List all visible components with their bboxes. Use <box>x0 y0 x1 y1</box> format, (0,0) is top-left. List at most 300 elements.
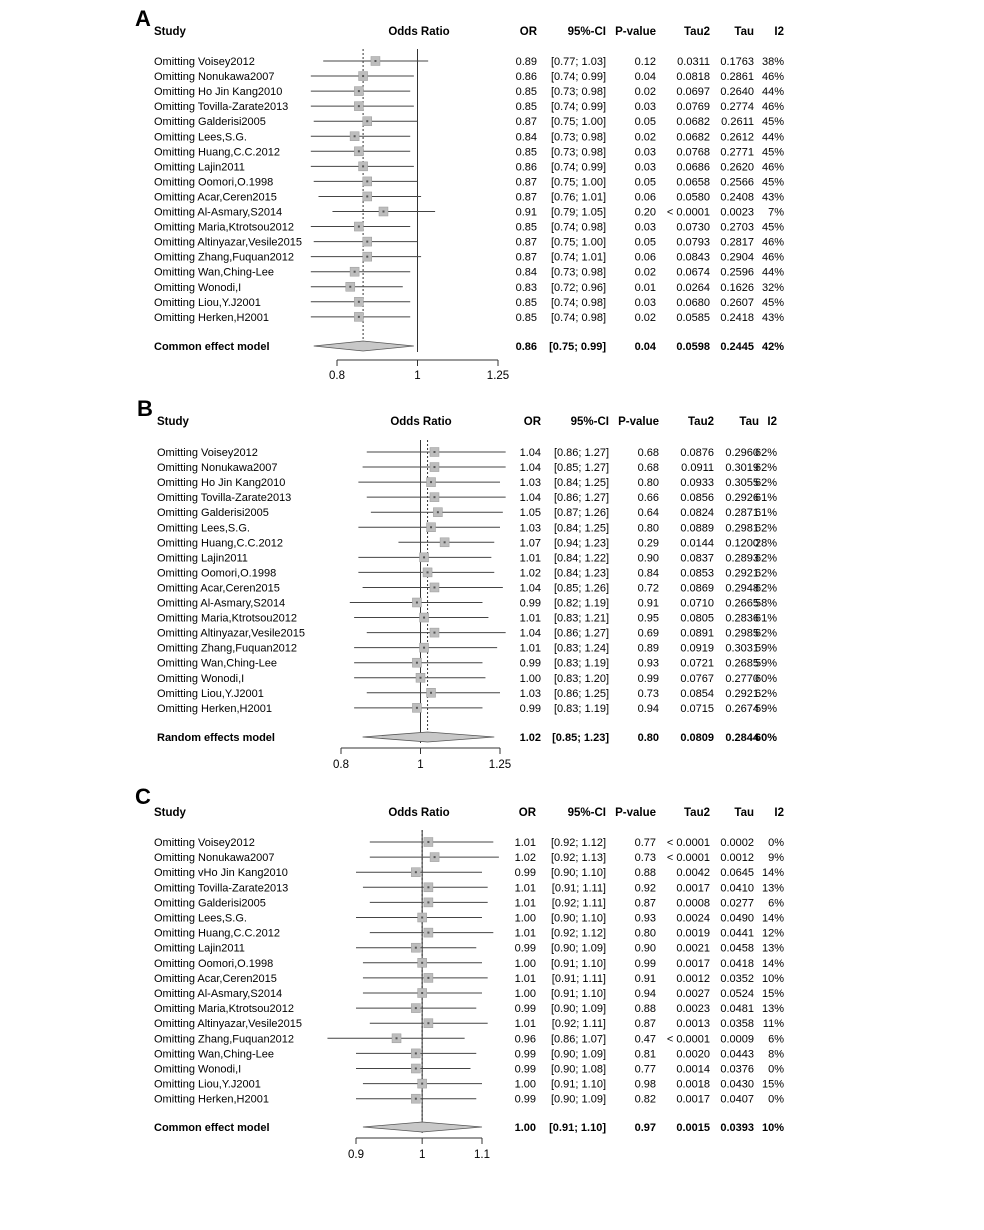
p-value: 0.64 <box>637 507 659 520</box>
ci-value: [0.92; 1.13] <box>550 852 606 865</box>
ci-value: [0.73; 0.98] <box>550 266 606 279</box>
summary-p-value: 0.80 <box>637 732 659 744</box>
tau-value: 0.2817 <box>720 236 754 249</box>
effect-point <box>423 556 425 558</box>
tau-value: 0.2985 <box>725 627 759 640</box>
or-value: 0.86 <box>515 71 537 84</box>
effect-point <box>444 541 446 543</box>
tau2-value: 0.0682 <box>676 116 710 129</box>
i2-value: 60% <box>754 672 777 685</box>
tau2-value: 0.0710 <box>680 597 714 610</box>
effect-point <box>433 466 435 468</box>
or-value: 1.04 <box>519 582 541 595</box>
ci-value: [0.74; 0.99] <box>550 71 606 84</box>
tau-value: 0.2981 <box>725 522 759 535</box>
study-label: Omitting Ho Jin Kang2010 <box>157 477 286 490</box>
header-tau2: Tau2 <box>684 807 710 819</box>
effect-point <box>358 90 360 92</box>
ci-value: [0.86; 1.07] <box>550 1033 606 1046</box>
p-value: 0.68 <box>637 462 659 475</box>
effect-point <box>415 1098 417 1100</box>
tau-value: 0.2640 <box>720 86 754 99</box>
i2-value: 15% <box>761 1078 784 1091</box>
summary-tau-value: 0.0393 <box>720 1122 754 1134</box>
p-value: 0.03 <box>634 101 656 114</box>
study-label: Omitting Lajin2011 <box>154 942 245 955</box>
i2-value: 13% <box>761 882 784 895</box>
tau-value: 0.3031 <box>725 642 759 655</box>
tau2-value: 0.0580 <box>676 191 710 204</box>
i2-value: 45% <box>761 296 784 309</box>
p-value: 0.02 <box>634 131 656 144</box>
study-label: Omitting Acar,Ceren2015 <box>157 582 280 595</box>
p-value: 0.73 <box>634 852 656 865</box>
header-i2: I2 <box>767 416 777 428</box>
tau-value: 0.2408 <box>720 191 754 204</box>
i2-value: 0% <box>768 1093 784 1106</box>
p-value: 0.90 <box>637 552 659 565</box>
ci-value: [0.91; 1.11] <box>551 882 606 895</box>
i2-value: 46% <box>761 101 784 114</box>
or-value: 0.99 <box>514 942 536 955</box>
effect-point <box>366 195 368 197</box>
p-value: 0.06 <box>634 251 656 264</box>
effect-point <box>430 481 432 483</box>
tau2-value: 0.0715 <box>680 702 714 715</box>
or-value: 0.99 <box>519 657 541 670</box>
or-value: 1.01 <box>514 927 536 940</box>
tau2-value: 0.0793 <box>676 236 710 249</box>
p-value: 0.77 <box>634 1063 656 1076</box>
tau-value: 0.0481 <box>720 1003 754 1016</box>
summary-label: Random effects model <box>157 732 275 744</box>
summary-tau2-value: 0.0598 <box>676 341 710 353</box>
study-label: Omitting Zhang,Fuquan2012 <box>154 1033 295 1046</box>
effect-point <box>421 992 423 994</box>
ci-value: [0.94; 1.23] <box>553 537 609 550</box>
i2-value: 45% <box>761 116 784 129</box>
effect-point <box>427 901 429 903</box>
ci-value: [0.90; 1.09] <box>550 1093 606 1106</box>
tau2-value: 0.0024 <box>676 912 710 925</box>
tau-value: 0.0358 <box>720 1018 754 1031</box>
tau-value: 0.2685 <box>725 657 759 670</box>
header-study: Study <box>154 807 186 819</box>
study-label: Omitting Maria,Ktrotsou2012 <box>154 1003 295 1016</box>
tau-value: 0.0012 <box>720 852 754 865</box>
summary-diamond <box>314 341 414 351</box>
tau-value: 0.0023 <box>720 206 754 219</box>
tau-value: 0.0490 <box>720 912 754 925</box>
summary-i2-value: 60% <box>754 732 777 744</box>
p-value: 0.81 <box>634 1048 656 1061</box>
x-tick-label: 1 <box>414 370 421 382</box>
or-value: 1.02 <box>514 852 536 865</box>
effect-point <box>427 571 429 573</box>
p-value: 0.91 <box>637 597 659 610</box>
tau-value: 0.2607 <box>720 296 754 309</box>
effect-point <box>415 871 417 873</box>
ci-value: [0.79; 1.05] <box>550 206 606 219</box>
or-value: 1.00 <box>519 672 541 685</box>
ci-value: [0.74; 1.01] <box>550 251 606 264</box>
p-value: 0.05 <box>634 176 656 189</box>
tau-value: 0.2566 <box>720 176 754 189</box>
i2-value: 62% <box>754 552 777 565</box>
study-label: Omitting Herken,H2001 <box>157 702 272 715</box>
tau2-value: 0.0853 <box>680 567 714 580</box>
p-value: 0.02 <box>634 266 656 279</box>
effect-point <box>366 241 368 243</box>
tau-value: 0.2948 <box>725 582 759 595</box>
p-value: 0.03 <box>634 296 656 309</box>
summary-or-value: 1.00 <box>514 1122 536 1134</box>
tau-value: 0.1626 <box>720 281 754 294</box>
tau-value: 0.2836 <box>725 612 759 625</box>
summary-p-value: 0.04 <box>634 341 656 353</box>
or-value: 1.04 <box>519 447 541 459</box>
ci-value: [0.92; 1.12] <box>550 927 606 940</box>
i2-value: 0% <box>768 837 784 849</box>
or-value: 1.03 <box>519 687 541 700</box>
study-label: Omitting Huang,C.C.2012 <box>154 146 280 159</box>
tau2-value: 0.0891 <box>680 627 714 640</box>
study-label: Omitting Voisey2012 <box>157 447 258 459</box>
p-value: 0.66 <box>637 492 659 505</box>
effect-point <box>354 271 356 273</box>
i2-value: 13% <box>761 1003 784 1016</box>
effect-point <box>362 75 364 77</box>
p-value: 0.92 <box>634 882 656 895</box>
or-value: 0.85 <box>515 101 537 114</box>
study-label: Omitting Oomori,O.1998 <box>154 176 274 189</box>
study-label: Omitting Voisey2012 <box>154 56 255 68</box>
study-label: Omitting Galderisi2005 <box>154 116 266 129</box>
p-value: 0.94 <box>634 988 656 1000</box>
effect-point <box>420 677 422 679</box>
i2-value: 62% <box>754 582 777 595</box>
study-label: Omitting Galderisi2005 <box>154 897 266 910</box>
i2-value: 44% <box>761 86 784 99</box>
tau-value: 0.2771 <box>720 146 754 159</box>
tau2-value: 0.0264 <box>676 281 710 294</box>
ci-value: [0.83; 1.20] <box>553 672 609 685</box>
or-value: 1.03 <box>519 477 541 490</box>
effect-point <box>354 135 356 137</box>
tau-value: 0.1200 <box>725 537 759 550</box>
study-label: Omitting vHo Jin Kang2010 <box>154 867 288 880</box>
or-value: 0.99 <box>514 1003 536 1016</box>
or-value: 1.01 <box>514 1018 536 1031</box>
study-label: Omitting Nonukawa2007 <box>157 462 278 475</box>
summary-tau2-value: 0.0015 <box>676 1122 710 1134</box>
effect-point <box>423 617 425 619</box>
effect-point <box>433 632 435 634</box>
summary-or-value: 1.02 <box>519 732 541 744</box>
or-value: 1.00 <box>514 1078 536 1091</box>
ci-value: [0.75; 1.00] <box>550 236 606 249</box>
header-odds-ratio: Odds Ratio <box>388 26 450 38</box>
p-value: 0.68 <box>637 447 659 459</box>
tau-value: 0.0645 <box>720 867 754 880</box>
header-i2: I2 <box>774 26 784 38</box>
ci-value: [0.75; 1.00] <box>550 116 606 129</box>
study-label: Omitting Zhang,Fuquan2012 <box>157 642 298 655</box>
i2-value: 62% <box>754 687 777 700</box>
effect-point <box>382 211 384 213</box>
study-label: Omitting Wonodi,I <box>157 672 245 685</box>
effect-point <box>427 977 429 979</box>
summary-diamond <box>363 1122 482 1132</box>
header-tau: Tau <box>734 26 754 38</box>
study-label: Omitting Wonodi,I <box>154 281 242 294</box>
effect-point <box>358 105 360 107</box>
or-value: 1.00 <box>514 988 536 1000</box>
i2-value: 62% <box>754 627 777 640</box>
tau-value: 0.2774 <box>720 101 754 114</box>
x-tick-label: 1.1 <box>474 1149 490 1161</box>
i2-value: 6% <box>768 1033 784 1046</box>
or-value: 1.03 <box>519 522 541 535</box>
p-value: 0.05 <box>634 116 656 129</box>
ci-value: [0.74; 0.99] <box>550 161 606 174</box>
p-value: 0.02 <box>634 86 656 99</box>
effect-point <box>433 451 435 453</box>
or-value: 1.01 <box>519 612 541 625</box>
tau2-value: 0.0027 <box>676 988 710 1000</box>
study-label: Omitting Oomori,O.1998 <box>157 567 277 580</box>
p-value: 0.73 <box>637 687 659 700</box>
ci-value: [0.83; 1.21] <box>553 612 609 625</box>
tau2-value: 0.0837 <box>680 552 714 565</box>
summary-tau2-value: 0.0809 <box>680 732 714 744</box>
p-value: 0.01 <box>634 281 656 294</box>
header-ci: 95%-CI <box>567 26 606 38</box>
tau2-value: 0.0021 <box>676 942 710 955</box>
ci-value: [0.85; 1.27] <box>553 462 609 475</box>
or-value: 1.02 <box>519 567 541 580</box>
header-i2: I2 <box>774 807 784 819</box>
i2-value: 45% <box>761 221 784 234</box>
effect-point <box>416 602 418 604</box>
tau-value: 0.3055 <box>725 477 759 490</box>
effect-point <box>437 511 439 513</box>
ci-value: [0.92; 1.12] <box>550 837 606 849</box>
or-value: 0.99 <box>519 597 541 610</box>
study-label: Omitting Tovilla-Zarate2013 <box>154 882 289 895</box>
or-value: 0.87 <box>515 116 537 129</box>
ci-value: [0.91; 1.10] <box>550 1078 606 1091</box>
i2-value: 46% <box>761 71 784 84</box>
effect-point <box>396 1037 398 1039</box>
summary-i2-value: 10% <box>761 1122 784 1134</box>
p-value: 0.80 <box>637 477 659 490</box>
study-label: Omitting Wan,Ching-Lee <box>154 266 275 279</box>
study-label: Omitting Lees,S.G. <box>157 522 250 535</box>
p-value: 0.12 <box>634 56 656 68</box>
p-value: 0.90 <box>634 942 656 955</box>
panel-letter-C: C <box>135 784 151 809</box>
i2-value: 59% <box>754 642 777 655</box>
ci-value: [0.84; 1.23] <box>553 567 609 580</box>
study-label: Omitting Altinyazar,Vesile2015 <box>154 236 302 249</box>
header-odds-ratio: Odds Ratio <box>388 807 450 819</box>
ci-value: [0.83; 1.24] <box>553 642 609 655</box>
effect-point <box>358 226 360 228</box>
tau-value: 0.2612 <box>720 131 754 144</box>
study-label: Omitting Lajin2011 <box>157 552 248 565</box>
tau2-value: 0.0020 <box>676 1048 710 1061</box>
ci-value: [0.92; 1.11] <box>551 897 606 910</box>
effect-point <box>427 886 429 888</box>
or-value: 0.84 <box>515 131 537 144</box>
p-value: 0.84 <box>637 567 659 580</box>
study-label: Omitting Lees,S.G. <box>154 131 247 144</box>
or-value: 0.85 <box>515 221 537 234</box>
header-or: OR <box>518 807 536 819</box>
p-value: 0.91 <box>634 972 656 985</box>
tau-value: 0.0277 <box>720 897 754 910</box>
tau-value: 0.0441 <box>720 927 754 940</box>
study-label: Omitting Tovilla-Zarate2013 <box>157 492 292 505</box>
i2-value: 28% <box>754 537 777 550</box>
study-label: Omitting Huang,C.C.2012 <box>154 927 280 940</box>
i2-value: 8% <box>768 1048 784 1061</box>
p-value: 0.89 <box>637 642 659 655</box>
effect-point <box>358 150 360 152</box>
tau2-value: 0.0311 <box>677 56 710 68</box>
p-value: 0.99 <box>637 672 659 685</box>
effect-point <box>427 841 429 843</box>
p-value: 0.80 <box>634 927 656 940</box>
p-value: 0.20 <box>634 206 656 219</box>
study-label: Omitting Zhang,Fuquan2012 <box>154 251 295 264</box>
ci-value: [0.90; 1.10] <box>550 867 606 880</box>
or-value: 0.89 <box>515 56 537 68</box>
header-pvalue: P-value <box>615 807 656 819</box>
tau2-value: 0.0854 <box>680 687 714 700</box>
tau-value: 0.0009 <box>720 1033 754 1046</box>
ci-value: [0.74; 0.98] <box>550 296 606 309</box>
x-tick-label: 0.8 <box>329 370 345 382</box>
or-value: 1.01 <box>514 882 536 895</box>
study-label: Omitting Lees,S.G. <box>154 912 247 925</box>
tau2-value: 0.0585 <box>676 311 710 324</box>
tau2-value: 0.0017 <box>676 882 710 895</box>
ci-value: [0.73; 0.98] <box>550 131 606 144</box>
x-tick-label: 0.9 <box>348 1149 364 1161</box>
effect-point <box>349 286 351 288</box>
i2-value: 43% <box>761 191 784 204</box>
tau2-value: 0.0017 <box>676 957 710 970</box>
tau-value: 0.0458 <box>720 942 754 955</box>
effect-point <box>427 932 429 934</box>
tau-value: 0.2960 <box>725 447 759 459</box>
tau-value: 0.2904 <box>720 251 754 264</box>
ci-value: [0.90; 1.08] <box>550 1063 606 1076</box>
p-value: 0.99 <box>634 957 656 970</box>
or-value: 0.83 <box>515 281 537 294</box>
ci-value: [0.76; 1.01] <box>550 191 606 204</box>
effect-point <box>430 526 432 528</box>
or-value: 1.04 <box>519 492 541 505</box>
study-label: Omitting Al-Asmary,S2014 <box>154 988 283 1000</box>
ci-value: [0.92; 1.11] <box>551 1018 606 1031</box>
study-label: Omitting Liou,Y.J2001 <box>157 687 264 700</box>
ci-value: [0.83; 1.19] <box>553 657 609 670</box>
tau-value: 0.0002 <box>720 837 754 849</box>
tau2-value: 0.0856 <box>680 492 714 505</box>
or-value: 0.99 <box>514 1048 536 1061</box>
i2-value: 38% <box>761 56 784 68</box>
tau2-value: 0.0008 <box>676 897 710 910</box>
ci-value: [0.72; 0.96] <box>550 281 606 294</box>
effect-point <box>374 60 376 62</box>
header-tau: Tau <box>739 416 759 428</box>
or-value: 1.05 <box>519 507 541 520</box>
effect-point <box>415 947 417 949</box>
i2-value: 32% <box>761 281 784 294</box>
or-value: 1.01 <box>514 837 536 849</box>
effect-point <box>433 586 435 588</box>
i2-value: 59% <box>754 657 777 670</box>
ci-value: [0.90; 1.09] <box>550 1048 606 1061</box>
ci-value: [0.83; 1.19] <box>553 702 609 715</box>
header-tau2: Tau2 <box>688 416 714 428</box>
effect-point <box>430 692 432 694</box>
tau2-value: 0.0012 <box>676 972 710 985</box>
tau-value: 0.0418 <box>720 957 754 970</box>
header-tau2: Tau2 <box>684 26 710 38</box>
tau2-value: 0.0768 <box>676 146 710 159</box>
tau-value: 0.2926 <box>725 492 759 505</box>
study-label: Omitting Al-Asmary,S2014 <box>157 597 286 610</box>
tau-value: 0.2921 <box>725 567 759 580</box>
tau2-value: 0.0018 <box>676 1078 710 1091</box>
p-value: 0.03 <box>634 221 656 234</box>
ci-value: [0.74; 0.99] <box>550 101 606 114</box>
tau2-value: 0.0680 <box>676 296 710 309</box>
x-tick-label: 1 <box>418 1149 426 1161</box>
tau2-value: 0.0682 <box>676 131 710 144</box>
summary-tau-value: 0.2844 <box>725 732 759 744</box>
summary-tau-value: 0.2445 <box>720 341 754 353</box>
header-study: Study <box>154 26 186 38</box>
p-value: 0.93 <box>634 912 656 925</box>
study-label: Omitting Lajin2011 <box>154 161 245 174</box>
ci-value: [0.86; 1.27] <box>553 447 609 459</box>
p-value: 0.82 <box>634 1093 656 1106</box>
header-ci: 95%-CI <box>567 807 606 819</box>
p-value: 0.87 <box>634 1018 656 1031</box>
p-value: 0.80 <box>637 522 659 535</box>
study-label: Omitting Tovilla-Zarate2013 <box>154 101 289 114</box>
header-study: Study <box>157 416 189 428</box>
or-value: 0.87 <box>515 251 537 264</box>
tau2-value: 0.0919 <box>680 642 714 655</box>
study-label: Omitting Voisey2012 <box>154 837 255 849</box>
or-value: 1.01 <box>519 642 541 655</box>
i2-value: 62% <box>754 567 777 580</box>
ci-value: [0.91; 1.10] <box>550 988 606 1000</box>
tau2-value: < 0.0001 <box>666 1033 710 1046</box>
study-label: Omitting Altinyazar,Vesile2015 <box>154 1018 302 1031</box>
effect-point <box>366 180 368 182</box>
tau-value: 0.2418 <box>720 311 754 324</box>
tau-value: 0.0430 <box>720 1078 754 1091</box>
summary-i2-value: 42% <box>761 341 784 353</box>
ci-value: [0.77; 1.03] <box>550 56 606 68</box>
